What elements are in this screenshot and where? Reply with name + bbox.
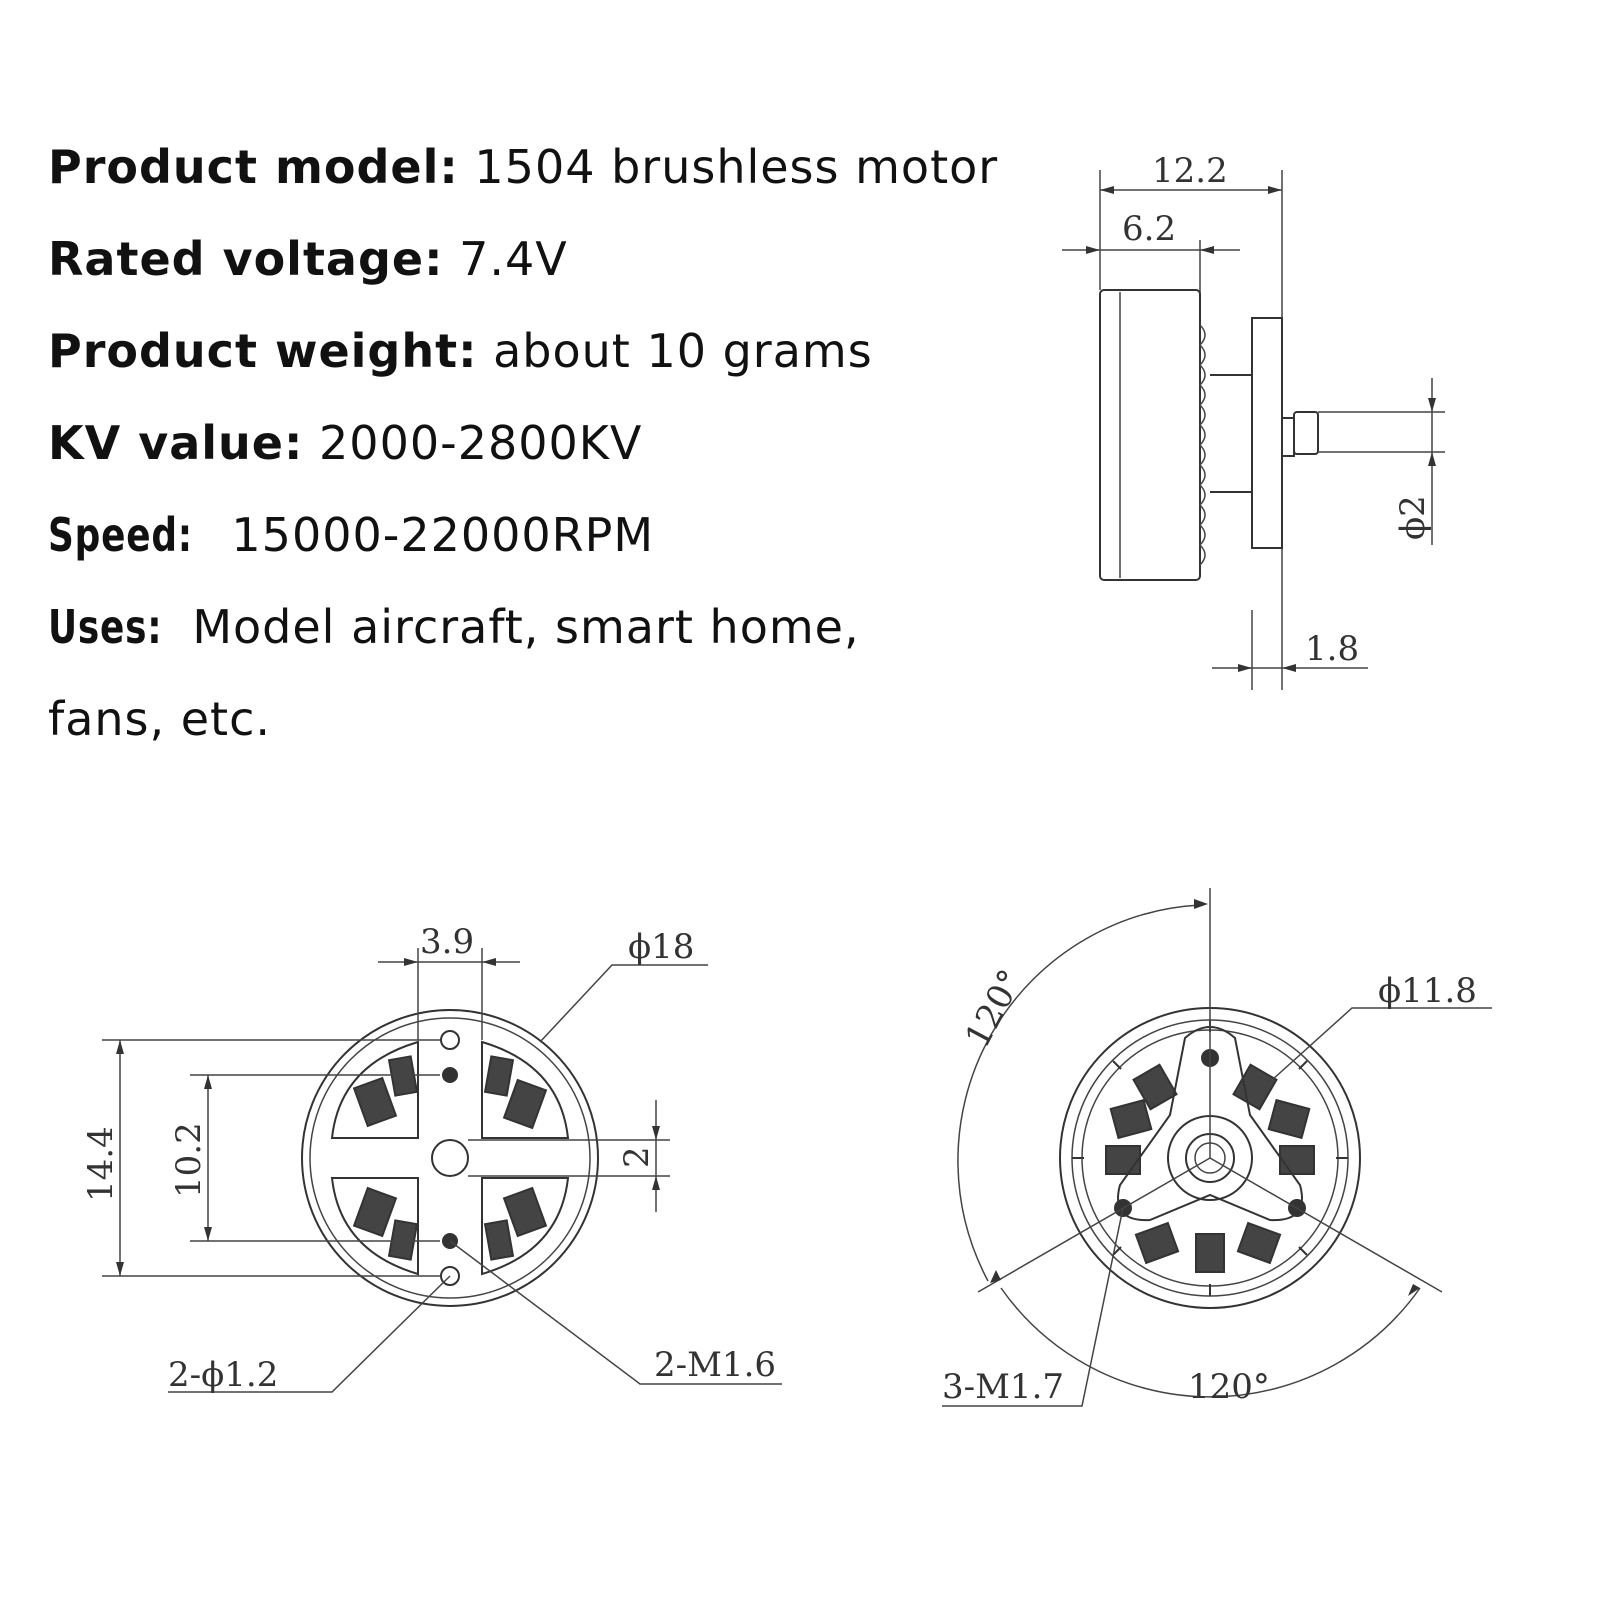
dim-body-length: 6.2 — [1122, 209, 1177, 249]
spec-value: Model aircraft, smart home, — [192, 600, 860, 654]
label-small-holes: 2-ϕ1.2 — [168, 1355, 279, 1395]
spec-label: Product weight: — [48, 324, 478, 378]
spec-value: 1504 brushless motor — [474, 140, 999, 194]
dim-outer-hole-spacing: 14.4 — [81, 1126, 121, 1202]
dim-outer-diameter: ϕ18 — [628, 927, 695, 967]
label-angle-left: 120° — [957, 963, 1032, 1055]
dim-shaft-diameter: ϕ2 — [1393, 495, 1433, 540]
spec-label: Rated voltage: — [48, 232, 444, 286]
spec-value: fans, etc. — [48, 692, 271, 746]
spec-label: KV value: — [48, 416, 304, 470]
spec-label: Product model: — [48, 140, 459, 194]
spec-value: 2000-2800KV — [319, 416, 643, 470]
spec-value: about 10 grams — [493, 324, 873, 378]
top-view — [942, 888, 1492, 1407]
dim-center-hole: 2 — [617, 1146, 657, 1168]
mount-flange — [1252, 318, 1282, 548]
dim-flange-thickness: 1.8 — [1305, 629, 1360, 669]
dim-inner-diameter: ϕ11.8 — [1378, 971, 1477, 1011]
spec-value: 7.4V — [459, 232, 568, 286]
dim-overall-length: 12.2 — [1152, 151, 1228, 191]
label-angle-bottom: 120° — [1188, 1367, 1270, 1407]
bottom-view — [81, 922, 782, 1395]
motor-bell — [1100, 290, 1200, 580]
label-threaded-holes-top: 3-M1.7 — [942, 1367, 1065, 1407]
spec-label: Speed: — [48, 508, 193, 562]
shaft — [1294, 412, 1318, 454]
dim-inner-hole-spacing: 10.2 — [169, 1122, 209, 1198]
label-threaded-holes: 2-M1.6 — [654, 1345, 777, 1385]
outer-circle — [302, 1010, 598, 1306]
spec-value: 15000-22000RPM — [231, 508, 655, 562]
spec-label: Uses: — [48, 600, 163, 654]
center-hole — [432, 1140, 468, 1176]
dim-hole-spacing: 3.9 — [420, 922, 475, 962]
side-view — [1062, 151, 1445, 690]
